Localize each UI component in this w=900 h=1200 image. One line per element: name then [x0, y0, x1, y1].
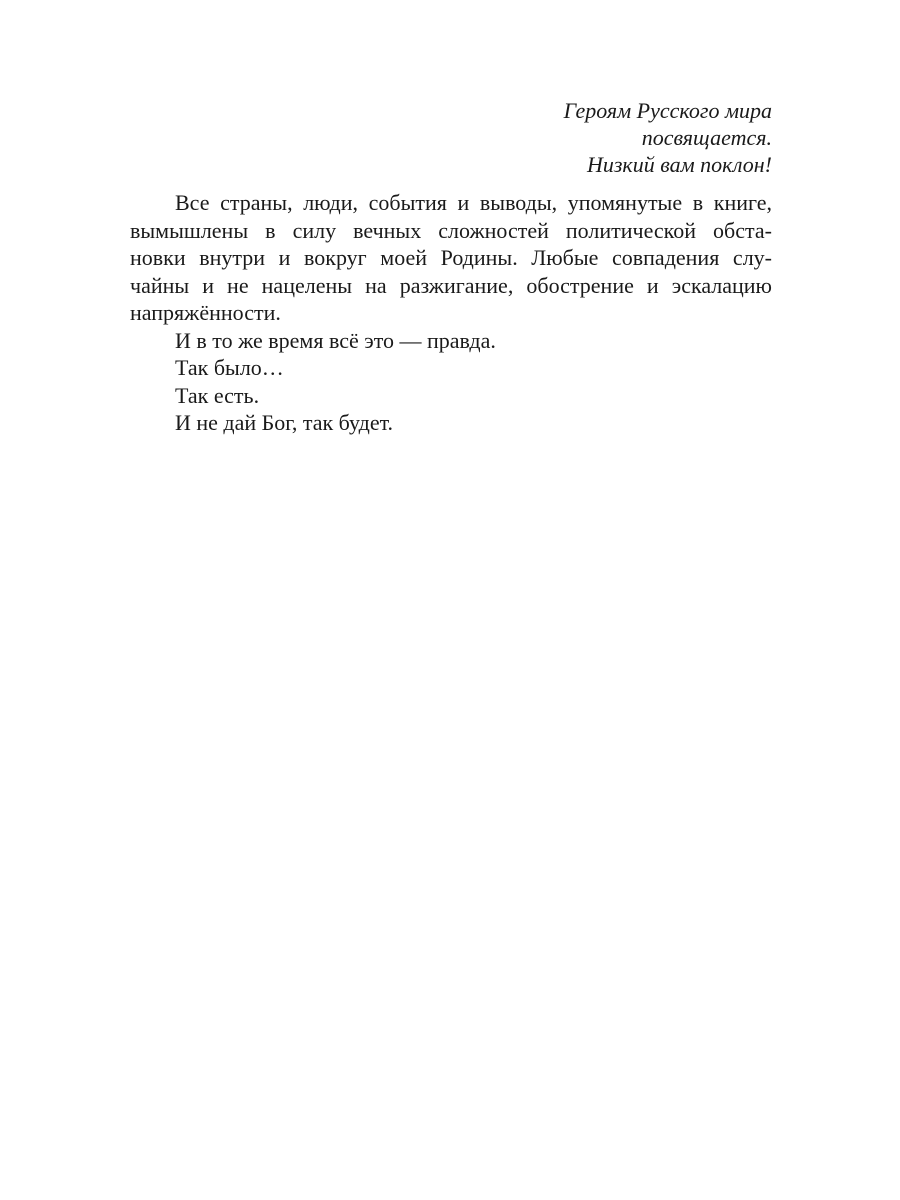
book-page — [130, 97, 772, 437]
closing-line-2: Так было… — [175, 355, 284, 380]
dedication-line-1: Героям Русского мира — [563, 98, 772, 123]
disclaimer-line-1: Все страны, люди, события и выводы, упомянутые в книге, — [175, 190, 772, 215]
closing-line-4: И не дай Бог, так будет. — [175, 410, 394, 435]
closing-line-1: И в то же время всё это — правда. — [175, 327, 496, 353]
disclaimer-line-2: вымышлены в силу вечных сложностей политической обста- — [130, 217, 772, 243]
body-text — [130, 189, 772, 437]
closing-line-3: Так есть. — [175, 382, 260, 408]
dedication — [130, 97, 772, 178]
disclaimer-line-4: чайны и не нацелены на разжигание, обострение и эскалацию — [130, 272, 772, 298]
dedication-line-3: Низкий вам поклон! — [586, 152, 772, 177]
disclaimer-line-5: напряжённости. — [130, 300, 281, 325]
dedication-line-2: посвящается. — [641, 125, 772, 150]
disclaimer-paragraph — [130, 189, 772, 327]
disclaimer-line-3: новки внутри и вокруг моей Родины. Любые совпадения слу- — [130, 245, 772, 270]
